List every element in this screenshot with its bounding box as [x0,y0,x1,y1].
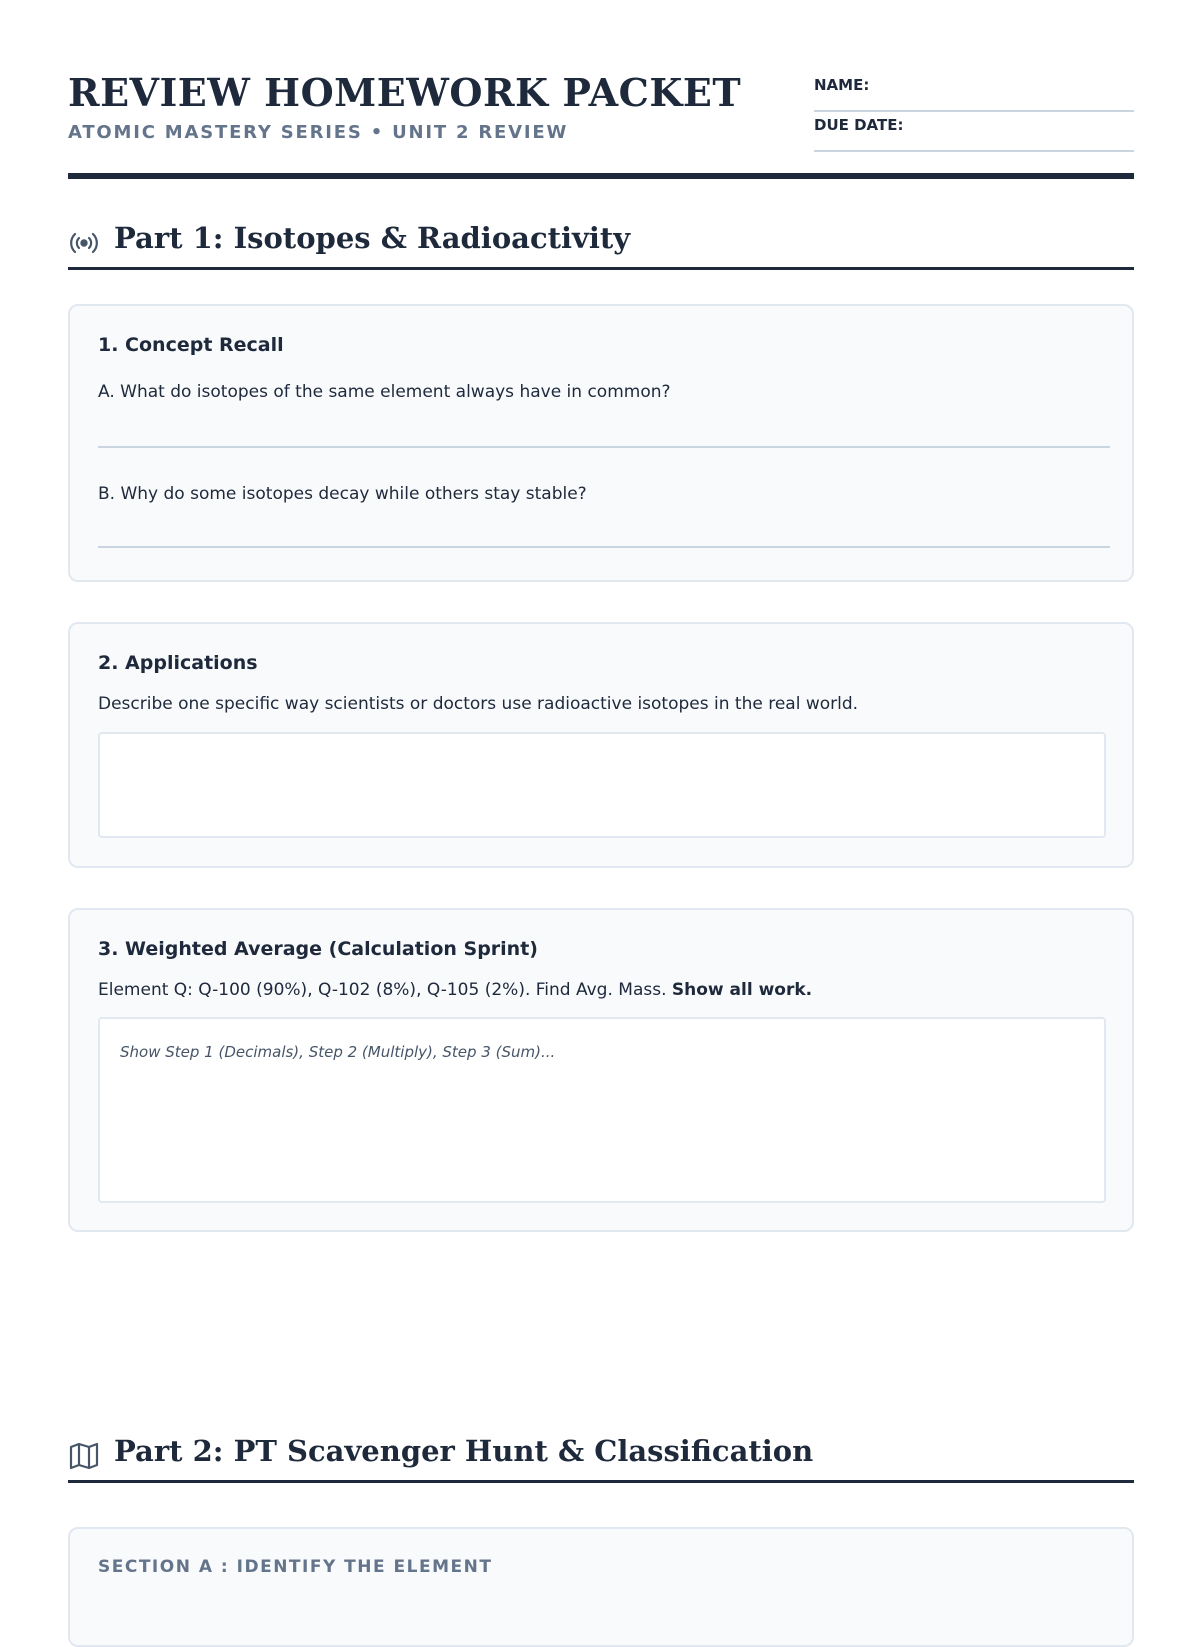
question-card-applications [68,622,1134,868]
header-divider [68,173,1134,179]
name-label: NAME: [814,76,870,94]
page-title: REVIEW HOMEWORK PACKET [68,70,742,115]
q3-prompt: Element Q: Q-100 (90%), Q-102 (8%), Q-105 (2%). Find Avg. Mass. [98,980,667,1000]
section-a-label: SECTION A : IDENTIFY THE ELEMENT [98,1557,493,1577]
q1a-answer-line[interactable] [98,424,1110,448]
name-field-row [814,74,1134,112]
map-icon [68,1440,100,1472]
page-subtitle: ATOMIC MASTERY SERIES • UNIT 2 REVIEW [68,122,569,143]
question-card-weighted-average [68,908,1134,1232]
question-card-concept-recall [68,304,1134,582]
worksheet-page [68,0,1134,1577]
due-date-field-row [814,114,1134,152]
section-a-card [68,1527,1134,1647]
part1-heading [68,219,1134,270]
q2-prompt: Describe one specific way scientists or doctors use radioactive isotopes in the real world. [98,694,859,714]
q2-answer-box[interactable] [98,732,1106,838]
header [68,0,1134,180]
q1-title: 1. Concept Recall [98,334,284,356]
q3-title: 3. Weighted Average (Calculation Sprint) [98,938,538,960]
due-date-input[interactable] [924,114,1134,150]
due-date-label: DUE DATE: [814,116,904,134]
q2-title: 2. Applications [98,652,258,674]
part2-heading [68,1432,1134,1483]
radio-broadcast-icon [68,227,100,259]
part1-title: Part 1: Isotopes & Radioactivity [114,221,631,255]
q1b-prompt: B. Why do some isotopes decay while others stay stable? [98,484,587,504]
student-info-fields [814,74,1134,154]
name-input[interactable] [924,74,1134,110]
q3-emphasis: Show all work. [671,980,813,1000]
q1b-answer-line[interactable] [98,524,1110,548]
q3-prompt-line [98,980,812,1000]
part2-title: Part 2: PT Scavenger Hunt & Classification [114,1434,814,1468]
q1a-prompt: A. What do isotopes of the same element always have in common? [98,382,671,402]
q3-work-box[interactable] [98,1017,1106,1203]
